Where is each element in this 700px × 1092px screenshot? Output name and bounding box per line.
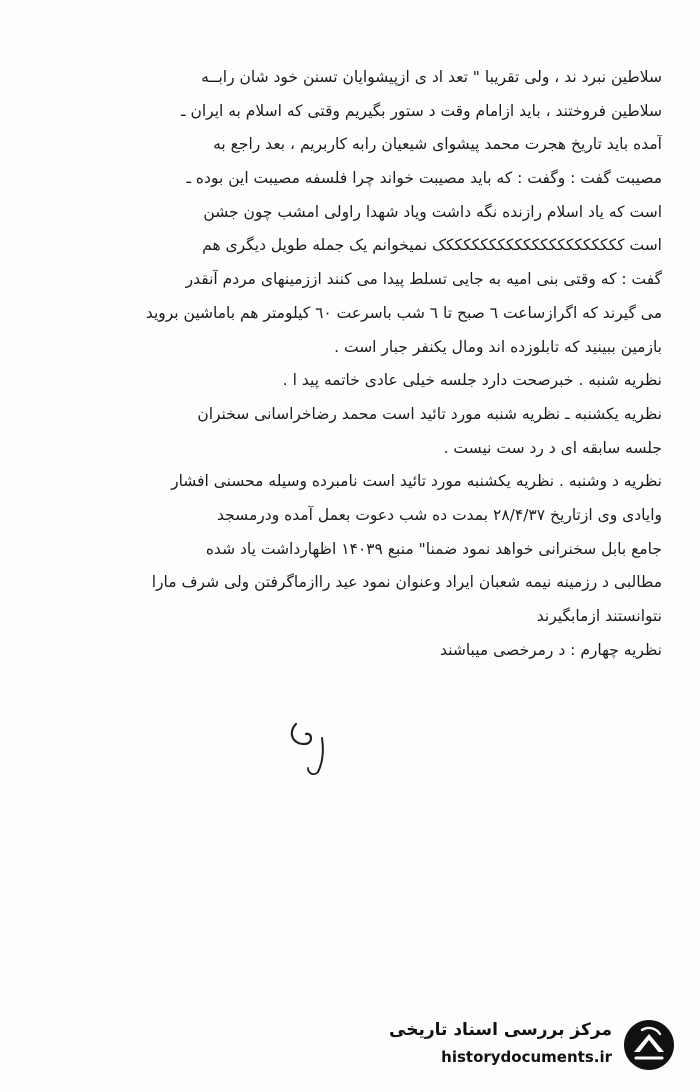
document-line: می گیرند که اگرازساعت ٦ صبح تا ٦ شب باسرعت ٦٠ کیلومتر هم باماشین بروید [145, 303, 662, 322]
document-line: سلاطین نبرد ند ، ولی تقریبا " تعد اد ی ازپیشوایان تسنن خود شان رابــه [201, 68, 662, 86]
document-line: گفت : که وقتی بنی امیه به جایی تسلط پیدا می کنند اززمینهای مردم آنقدر [185, 270, 662, 289]
document-line: نظریه یکشنبه ـ نظریه شنبه مورد تائید است محمد رضاخراسانی سخنران [197, 404, 662, 423]
document-line: آمده باید تاریخ هجرت محمد پیشوای شیعیان رابه کاربریم ، بعد راجع به [213, 135, 662, 154]
handwritten-mark-icon [278, 718, 338, 778]
book-emblem-icon [622, 1018, 676, 1072]
archive-website: historydocuments.ir [441, 1048, 612, 1066]
document-line: نظریه د وشنبه . نظریه یکشنبه مورد تائید است نامبرده وسیله محسنی افشار [171, 472, 662, 491]
document-line: مطالبی د رزمینه نیمه شعبان ایراد وعنوان نمود عید راازماگرفتن ولی شرف مارا [151, 573, 662, 592]
archive-watermark [389, 1014, 682, 1076]
document-line: است کککککککککککککککککککککک نمیخوانم یک جمله طویل دیگری هم [202, 236, 662, 255]
document-line: نظریه چهارم : د رمرخصی میباشند [440, 640, 662, 659]
document-line: سلاطین فروختند ، باید ازامام وقت د ستور بگیریم وقتی که اسلام به ایران ـ [180, 101, 662, 120]
document-line: نظریه شنبه . خبرصحت دارد جلسه خیلی عادی خاتمه پید ا . [282, 371, 662, 390]
document-line: وایادی وی ازتاریخ ۲۸/۴/۳۷ بمدت ده شب دعوت بعمل آمده ودرمسجد [217, 505, 662, 524]
archive-name: مرکز بررسی اسناد تاریخی [389, 1020, 612, 1040]
document-body [42, 62, 662, 668]
document-line: مصیبت گفت : وگفت : که باید مصیبت خواند چرا فلسفه مصیبت این بوده ـ [186, 169, 662, 188]
document-line: بازمین ببینید که تابلوزده اند ومال یکنفر جبار است . [334, 337, 662, 356]
document-line: است که یاد اسلام رازنده نگه داشت ویاد شهدا راولی امشب چون جشن [203, 202, 662, 221]
document-line: جامع بابل سخنرانی خواهد نمود ضمنا" منبع ۱۴۰۳۹ اظهارداشت یاد شده [205, 539, 662, 558]
document-line: نتوانستند ازمابگیرند [536, 607, 662, 625]
document-line: جلسه سابقه ای د رد ست نیست . [443, 438, 662, 457]
